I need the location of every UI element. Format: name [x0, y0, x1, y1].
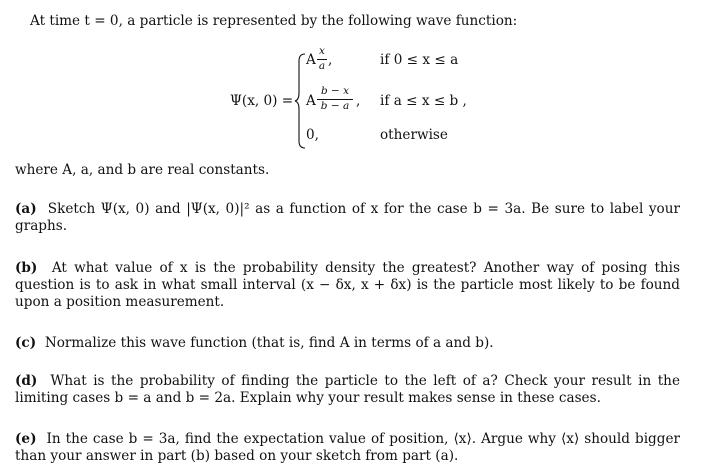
case-2-coef: A	[306, 93, 316, 109]
part-e-label: (e)	[15, 431, 37, 447]
case-1-numerator: x	[319, 45, 325, 57]
part-a-text: Sketch Ψ(x, 0) and |Ψ(x, 0)|² as a function of x for the case b = 3a. Be sure to label your graphs.	[15, 201, 680, 234]
case-3-value: 0,	[306, 127, 319, 143]
case-1-condition: if 0 ≤ x ≤ a	[380, 52, 459, 68]
part-c-label: (c)	[15, 335, 37, 351]
part-c-text: Normalize this wave function (that is, find A in terms of a and b).	[44, 335, 494, 351]
constants-note: where A, a, and b are real constants.	[15, 162, 270, 178]
part-b-label: (b)	[15, 260, 38, 276]
part-d-label: (d)	[15, 373, 38, 389]
part-e-text: In the case b = 3a, find the expectation value of position, ⟨x⟩. Argue why ⟨x⟩ should bigger than your answer in part (b) based on your sketch from part (a).	[15, 431, 680, 464]
case-2-denominator: b − a	[320, 100, 350, 112]
cases-brace-icon	[294, 53, 306, 149]
part-d	[15, 373, 680, 407]
equation-lhs: Ψ(x, 0) =	[230, 93, 294, 109]
part-a	[15, 201, 680, 235]
case-2-tail: ,	[356, 93, 361, 109]
part-b	[15, 260, 680, 311]
case-1-coef: A	[306, 52, 316, 68]
part-c	[15, 335, 680, 352]
case-1-tail: ,	[328, 52, 333, 68]
intro-text: At time t = 0, a particle is represented by the following wave function:	[30, 13, 518, 29]
part-a-label: (a)	[15, 201, 37, 217]
part-e	[15, 431, 680, 465]
part-b-text: At what value of x is the probability density the greatest? Another way of posing this question is to ask in what small interval (x − δx, x + δx) is the particle most likely to be found upon a position measurement.	[15, 260, 680, 310]
part-d-text: What is the probability of finding the particle to the left of a? Check your result in the limiting cases b = a and b = 2a. Explain why your result makes sense in these cases.	[15, 373, 680, 406]
case-2-condition: if a ≤ x ≤ b ,	[380, 93, 467, 109]
wave-function-equation	[0, 0, 719, 160]
case-1-denominator: a	[318, 60, 326, 72]
case-2-numerator: b − x	[320, 85, 350, 97]
case-3-condition: otherwise	[380, 127, 448, 143]
